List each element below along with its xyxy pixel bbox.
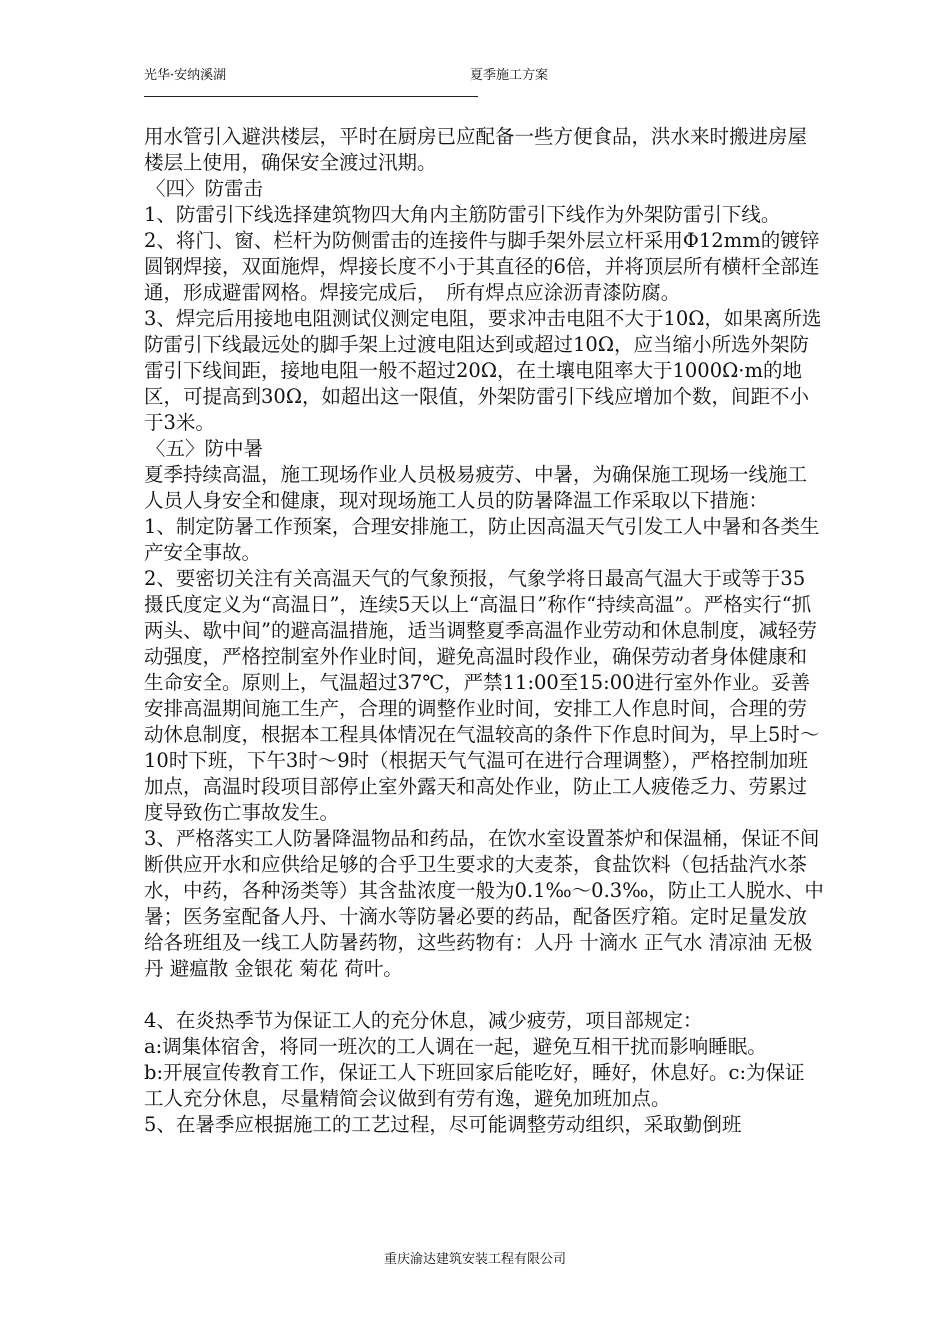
page-footer: 重庆渝达建筑安装工程有限公司 bbox=[383, 1252, 566, 1267]
paragraph-heatstroke-1: 1、制定防暑工作预案，合理安排施工，防止因高温天气引发工人中暑和各类生产安全事故。 bbox=[144, 515, 820, 564]
paragraph-lightning-3: 3、焊完后用接地电阻测试仪测定电阻，要求冲击电阻不大于10Ω，如果离所选防雷引下线最远处的脚手架上过渡电阻达到或超过10Ω，应当缩小所选外架防雷引下线间距，接地电阻一般不超过20Ω，在土壤电阻率大于1000Ω·m的地区，可提高到30Ω，如超出这一限值，外架防雷引下线应增加个数，间距不小于3米。 bbox=[144, 307, 822, 434]
paragraph-heatstroke-5: 5、在暑季应根据施工的工艺过程，尽可能调整劳动组织，采取勤倒班 bbox=[144, 1113, 742, 1136]
paragraph-heatstroke-3: 3、严格落实工人防暑降温物品和药品，在饮水室设置茶炉和保温桶，保证不间断供应开水和应供给足够的合乎卫生要求的大麦茶，食盐饮料（包括盐汽水茶水，中药，各种汤类等）其含盐浓度一般为0.1‰～0.3‰，防止工人脱水、中暑；医务室配备人丹、十滴水等防暑必要的药品，配备医疗箱。定时足量发放给各班组及一线工人防暑药物，这些药物有：人丹 十滴水 正气水 清凉油 无极丹 避瘟散 金银花 菊花 荷叶。 bbox=[144, 827, 824, 980]
paragraph-heatstroke-2: 2、要密切关注有关高温天气的气象预报，气象学将日最高气温大于或等于35摄氏度定义为“高温日”，连续5天以上“高温日”称作“持续高温”。严格实行“抓两头、歇中间”的避高温措施，适当调整夏季高温作业劳动和休息制度，减轻劳动强度，严格控制室外作业时间，避免高温时段作业，确保劳动者身体健康和生命安全。原则上，气温超过37℃，严禁11:00至15:00进行室外作业。妥善安排高温期间施工生产，合理的调整作业时间，安排工人作息时间，合理的劳动休息制度，根据本工程具体情况在气温较高的条件下作息时间为，早上5时～10时下班，下午3时～9时（根据天气气温可在进行合理调整），严格控制加班加点，高温时段项目部停止室外露天和高处作业，防止工人疲倦乏力、劳累过度导致伤亡事故发生。 bbox=[144, 567, 820, 824]
header-divider bbox=[144, 96, 478, 97]
page-header bbox=[144, 64, 806, 84]
paragraph-heatstroke-4: 4、在炎热季节为保证工人的充分休息，减少疲劳，项目部规定： bbox=[144, 1009, 703, 1032]
paragraph-item-a: a:调集体宿舍，将同一班次的工人调在一起，避免互相干扰而影响睡眠。 bbox=[144, 1035, 767, 1058]
paragraph-item-b-c: b:开展宣传教育工作，保证工人下班回家后能吃好，睡好，休息好。c:为保证工人充分休息，尽量精简会议做到有劳有逸，避免加班加点。 bbox=[144, 1061, 805, 1110]
section-heading-heatstroke: 〈五〉防中暑 bbox=[146, 437, 264, 460]
section-heading-lightning: 〈四〉防雷击 bbox=[146, 177, 264, 200]
header-project-name: 光华·安纳溪湖 bbox=[144, 68, 227, 83]
header-document-title: 夏季施工方案 bbox=[470, 68, 549, 83]
blank-line bbox=[144, 982, 824, 1008]
paragraph-heatstroke-intro: 夏季持续高温，施工现场作业人员极易疲劳、中暑，为确保施工现场一线施工人员人身安全和健康，现对现场施工人员的防暑降温工作采取以下措施： bbox=[144, 463, 808, 512]
paragraph-lightning-2: 2、将门、窗、栏杆为防侧雷击的连接件与脚手架外层立杆采用Φ12mm的镀锌圆钢焊接，双面施焊，焊接长度不小于其直径的6倍，并将顶层所有横杆全部连通，形成避雷网格。焊接完成后， 所有焊点应涂沥青漆防腐。 bbox=[144, 229, 820, 304]
document-body bbox=[144, 124, 824, 1138]
paragraph-lightning-1: 1、防雷引下线选择建筑物四大角内主筋防雷引下线作为外架防雷引下线。 bbox=[144, 203, 781, 226]
paragraph-flood-continuation: 用水管引入避洪楼层，平时在厨房已应配备一些方便食品，洪水来时搬进房屋楼层上使用，确保安全渡过汛期。 bbox=[144, 125, 808, 174]
